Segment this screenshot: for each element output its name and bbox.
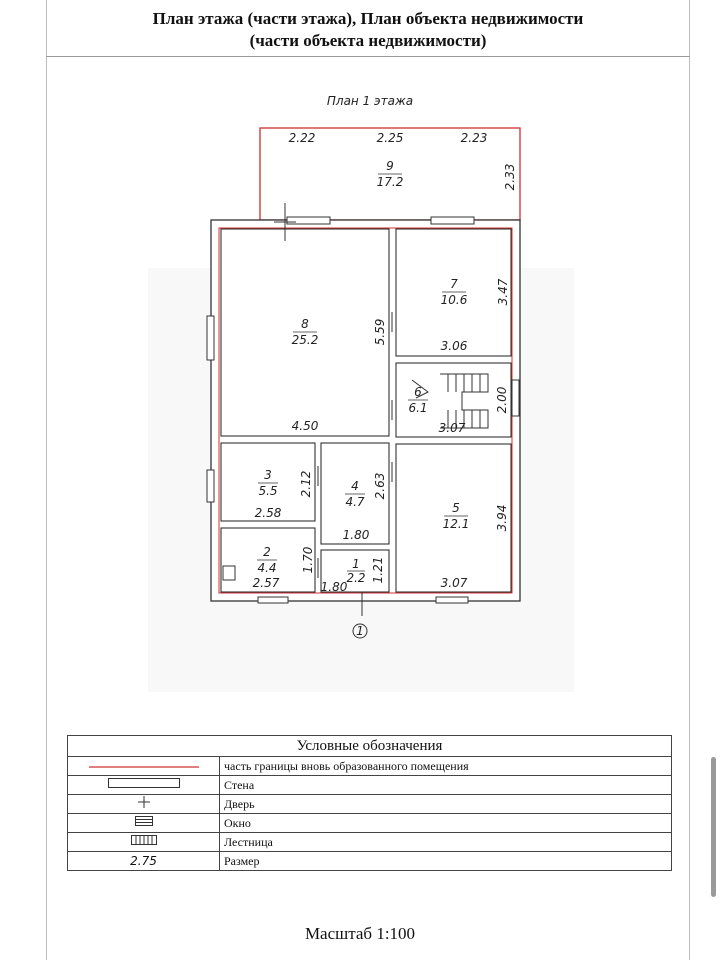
dim-label: 4.50: [291, 419, 319, 433]
room-8-number: 8: [301, 317, 309, 331]
room-8-area: 25.2: [291, 333, 319, 347]
dim-label: 3.06: [440, 339, 468, 353]
room-7-area: 10.6: [440, 293, 468, 307]
room-9-number: 9: [386, 159, 394, 173]
room-9-area: 17.2: [376, 175, 404, 189]
legend-label: Размер: [220, 852, 672, 871]
red-line-icon: [68, 757, 220, 776]
plan-caption: План 1 этажа: [326, 94, 414, 108]
dim-label: 3.47: [496, 278, 510, 306]
scale-label: Масштаб 1:100: [304, 924, 416, 943]
legend-table: [67, 735, 672, 871]
dim-label: 1.80: [342, 528, 370, 542]
dim-label: 1.80: [320, 580, 348, 594]
legend-label: часть границы вновь образованного помещения: [220, 757, 672, 776]
room-5-area: 12.1: [442, 517, 470, 531]
window-top-left: [287, 217, 330, 224]
dimension-sample: 2.75: [68, 852, 220, 871]
dim-label: 2.25: [376, 131, 404, 145]
room-4-number: 4: [351, 479, 359, 493]
room-6-number: 6: [414, 385, 422, 399]
legend-label: Дверь: [220, 795, 672, 814]
room-3-number: 3: [264, 468, 272, 482]
axis-marker-label: 1: [356, 624, 364, 638]
window-top-right: [431, 217, 474, 224]
room-3-area: 5.5: [258, 484, 278, 498]
legend-label: Стена: [220, 776, 672, 795]
dim-label: 2.33: [503, 163, 517, 191]
stair-icon: [68, 833, 220, 852]
dim-label: 1.21: [371, 556, 385, 584]
dim-label: 2.00: [495, 386, 509, 414]
room-6-area: 6.1: [408, 401, 428, 415]
window-right: [512, 380, 519, 416]
room-7-number: 7: [450, 277, 458, 291]
dim-label: 5.59: [373, 318, 387, 346]
legend-row: [68, 757, 672, 776]
legend-row: [68, 776, 672, 795]
window-left-upper: [207, 316, 214, 360]
window-icon: [68, 814, 220, 833]
legend-row: [68, 852, 672, 871]
dim-label: 2.63: [373, 472, 387, 500]
room-4-area: 4.7: [345, 495, 365, 509]
dim-label: 2.23: [460, 131, 488, 145]
boiler-icon: [223, 566, 235, 580]
dim-label: 2.12: [299, 470, 313, 498]
dim-label: 1.70: [301, 546, 315, 574]
dim-label: 2.57: [252, 576, 280, 590]
window-bottom-right: [436, 597, 468, 603]
dim-label: 3.07: [440, 576, 468, 590]
wall-icon: [68, 776, 220, 795]
dim-label: 3.07: [438, 421, 466, 435]
door-icon: [68, 795, 220, 814]
window-bottom-left: [258, 597, 288, 603]
legend-label: Лестница: [220, 833, 672, 852]
dim-label: 2.22: [288, 131, 316, 145]
room-2-area: 4.4: [257, 561, 277, 575]
legend-row: [68, 795, 672, 814]
window-left-lower: [207, 470, 214, 502]
scrollbar[interactable]: [711, 757, 716, 897]
dim-label: 2.58: [254, 506, 282, 520]
legend-title: Условные обозначения: [68, 736, 672, 757]
title-line-1: План этажа (части этажа), План объекта недвижимости: [152, 9, 584, 28]
title-line-2: (части объекта недвижимости): [249, 31, 487, 50]
legend-row: [68, 814, 672, 833]
legend-row: [68, 833, 672, 852]
room-1-area: 2.2: [346, 571, 366, 585]
legend-label: Окно: [220, 814, 672, 833]
room-5-number: 5: [452, 501, 460, 515]
room-2-number: 2: [263, 545, 271, 559]
dim-label: 3.94: [495, 504, 509, 532]
room-1-number: 1: [352, 557, 360, 571]
